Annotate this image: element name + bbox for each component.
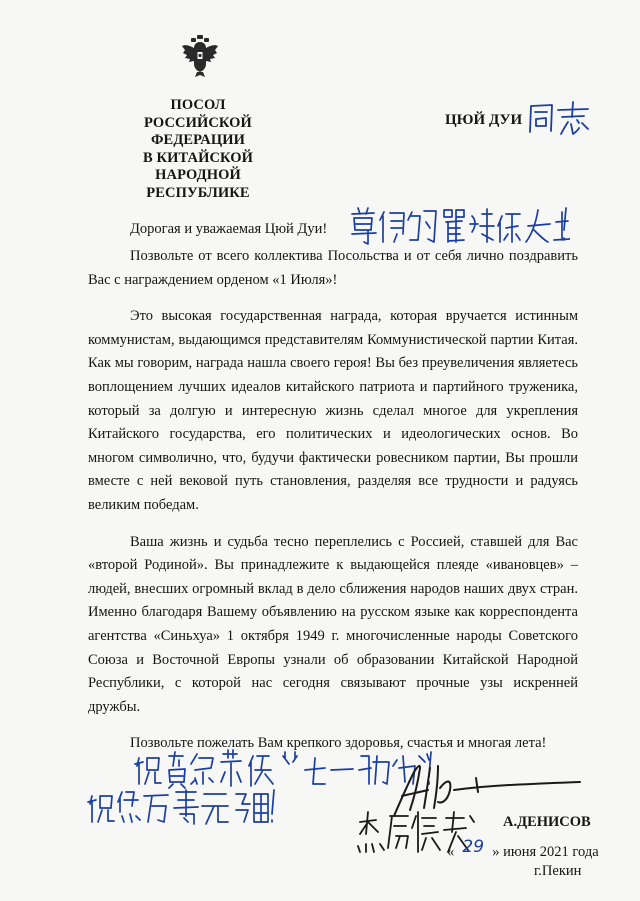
recipient-name: ЦЮЙ ДУИ	[445, 112, 523, 128]
salutation: Дорогая и уважаемая Цюй Дуи!	[130, 221, 328, 237]
paragraph: Это высокая государственная награда, которая вручается истинным коммунистам, выдающимся представителям Коммунистической партии Китая. Как мы говорим, награда нашла своего героя! Вы без преувеличения являетесь воплощением лучших идеалов китайского патриота и партийного труженика, который за долгую и интересную жизнь сделал многое для укрепления Китайского государства, его политических и идеологических основ. Во многом символично, что, будучи фактически ровесником партии, Вы прошли вместе с ней вековой путь становления, разделяя все трудности и радуясь великим победам.	[88, 308, 578, 513]
russian-coat-of-arms-icon	[181, 34, 219, 78]
letter-body	[88, 245, 578, 769]
date-open-quote: «	[447, 844, 455, 860]
org-line: РЕСПУБЛИКЕ	[146, 184, 250, 201]
paragraph: Позвольте пожелать Вам крепкого здоровья, счастья и многая лета!	[130, 735, 547, 752]
paragraph: Ваша жизнь и судьба тесно переплелись с Россией, ставшей для Вас «второй Родиной». Вы принадлежите к выдающейся плеяде «ивановцев» – людей, внесших огромный вклад в дело сближения народов наших двух стран. Именно благодаря Вашему объявлению на русском языке как корреспондента агентства «Синьхуа» 1 октября 1949 г. многочисленные народы Советского Союза и Восточной Европы узнали об образовании Китайской Народной Республики, с которой нас сегодня связывают прочные узы искренней дружбы.	[88, 533, 578, 715]
signatory-name: А.ДЕНИСОВ	[503, 814, 591, 830]
date-month-year: » июня 2021 года	[492, 844, 599, 860]
org-line: РОССИЙСКОЙ ФЕДЕРАЦИИ	[144, 114, 252, 148]
paragraph: Позвольте от всего коллектива Посольства и от себя лично поздравить Вас с награждением орденом «1 Июля»!	[88, 248, 578, 288]
handwritten-salutation-cn	[348, 204, 570, 248]
org-line: ПОСОЛ	[170, 97, 226, 113]
handwritten-tongzhi-note	[524, 98, 592, 138]
handwritten-longevity-line	[86, 786, 276, 830]
handwritten-date-day: 29	[462, 837, 485, 857]
letter-city: г.Пекин	[534, 863, 582, 879]
letter-date	[447, 837, 599, 861]
org-line: В КИТАЙСКОЙ НАРОДНОЙ	[142, 149, 254, 183]
embassy-heading	[110, 97, 286, 202]
